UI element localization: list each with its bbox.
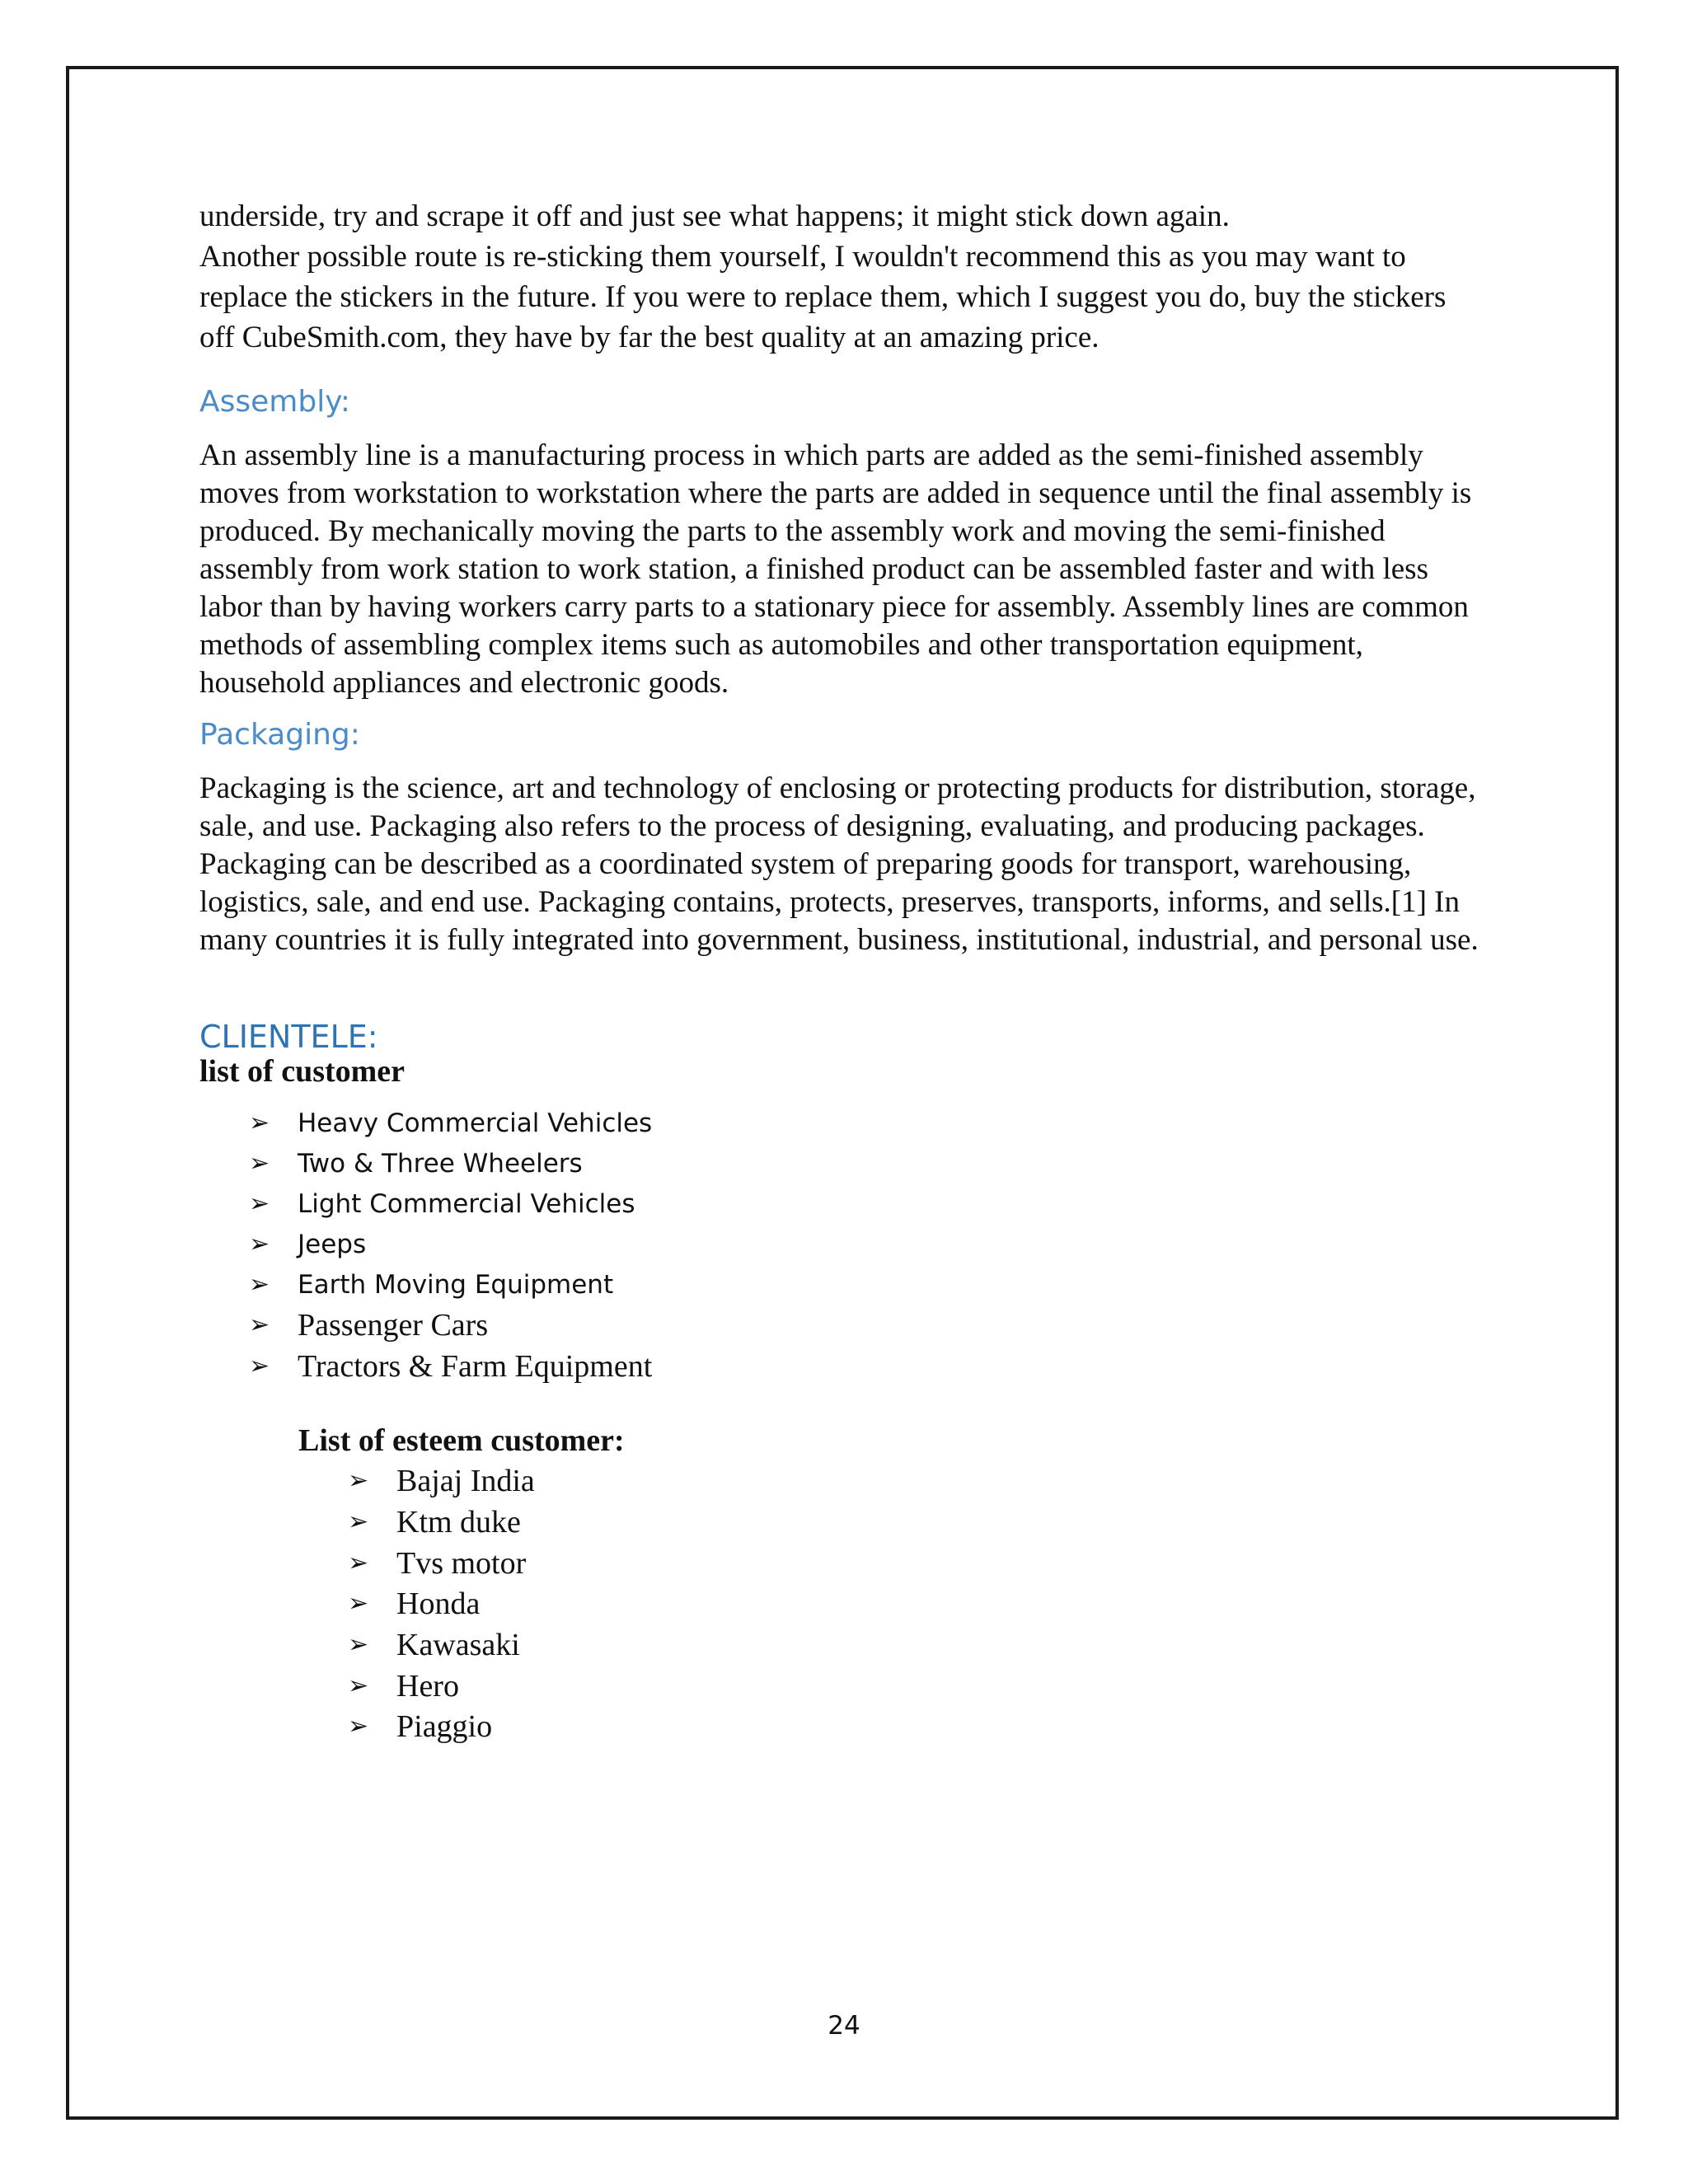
intro-line: underside, try and scrape it off and just see what happens; it might stick down again.: [199, 199, 1230, 233]
customer-name: Tractors & Farm Equipment: [298, 1348, 653, 1384]
customer-name: Earth Moving Equipment: [298, 1269, 614, 1300]
list-item: [249, 1143, 1485, 1183]
esteem-customer-list: [348, 1460, 1485, 1747]
list-item: [348, 1583, 1485, 1624]
packaging-heading: Packaging:: [199, 718, 360, 752]
arrow-bullet-icon: ➢: [249, 1269, 270, 1299]
list-item: [348, 1460, 1485, 1502]
esteem-customer-name: Bajaj India: [396, 1464, 535, 1499]
arrow-bullet-icon: ➢: [249, 1310, 270, 1339]
esteem-customer-name: Tvs motor: [396, 1545, 527, 1581]
page-number: 24: [828, 2011, 860, 2041]
assembly-paragraph: An assembly line is a manufacturing process in which parts are added as the semi-finished assembly moves from workstation to workstation where the parts are added in sequence until the final assembly is produced. By mechanically moving the parts to the assembly work and moving the semi-finished assembly from work station to work station, a finished product can be assembled faster and with less labor than by having workers carry parts to a stationary piece for assembly. Assembly lines are common methods of assembling complex items such as automobiles and other transportation equipment, household appliances and electronic goods.: [199, 438, 1472, 700]
customer-name: Passenger Cars: [298, 1307, 489, 1343]
esteem-customer-name: Kawasaki: [396, 1627, 520, 1662]
list-item: [348, 1502, 1485, 1543]
arrow-bullet-icon: ➢: [348, 1589, 369, 1619]
page-content: [199, 196, 1485, 1747]
esteem-customer-name: Piaggio: [396, 1709, 493, 1745]
arrow-bullet-icon: ➢: [249, 1351, 270, 1380]
arrow-bullet-icon: ➢: [249, 1229, 270, 1258]
arrow-bullet-icon: ➢: [348, 1629, 369, 1659]
esteem-customer-title: List of esteem customer:: [298, 1423, 625, 1459]
esteem-customer-name: Honda: [396, 1586, 481, 1622]
list-item: [348, 1707, 1485, 1748]
list-item: [249, 1224, 1485, 1264]
assembly-heading: Assembly:: [199, 385, 351, 419]
esteem-customer-name: Hero: [396, 1668, 459, 1704]
arrow-bullet-icon: ➢: [348, 1671, 369, 1700]
arrow-bullet-icon: ➢: [348, 1507, 369, 1536]
list-item: [348, 1543, 1485, 1584]
arrow-bullet-icon: ➢: [348, 1712, 369, 1741]
customer-name: Heavy Commercial Vehicles: [298, 1108, 653, 1138]
intro-paragraph: Another possible route is re-sticking them yourself, I wouldn't recommend this as you may want to replace the stickers in the future. If you were to replace them, which I suggest you do, buy the stickers off CubeSmith.com, they have by far the best quality at an amazing price.: [199, 240, 1447, 354]
arrow-bullet-icon: ➢: [249, 1108, 270, 1137]
list-item: [249, 1103, 1485, 1143]
list-item: [348, 1666, 1485, 1707]
list-item: [249, 1183, 1485, 1224]
arrow-bullet-icon: ➢: [348, 1548, 369, 1577]
clientele-heading: CLIENTELE:: [199, 1019, 378, 1055]
arrow-bullet-icon: ➢: [348, 1466, 369, 1496]
esteem-customer-name: Ktm duke: [396, 1504, 521, 1540]
list-item: [249, 1264, 1485, 1305]
arrow-bullet-icon: ➢: [249, 1148, 270, 1178]
customer-name: Jeeps: [298, 1229, 367, 1259]
customer-name: Two & Three Wheelers: [298, 1148, 583, 1179]
list-item: [348, 1624, 1485, 1666]
arrow-bullet-icon: ➢: [249, 1188, 270, 1218]
customer-list-title: list of customer: [199, 1054, 406, 1089]
customer-list: [249, 1103, 1485, 1386]
list-item: [249, 1305, 1485, 1346]
customer-name: Light Commercial Vehicles: [298, 1188, 635, 1219]
packaging-paragraph: Packaging is the science, art and technology of enclosing or protecting products for distribution, storage, sale, and use. Packaging also refers to the process of designing, evaluating, and producing packages. Packaging can be described as a coordinated system of preparing goods for transport, warehousing, logistics, sale, and end use. Packaging contains, protects, preserves, transports, informs, and sells.[1] In many countries it is fully integrated into government, business, institutional, industrial, and personal use.: [199, 771, 1479, 957]
list-item: [249, 1346, 1485, 1387]
